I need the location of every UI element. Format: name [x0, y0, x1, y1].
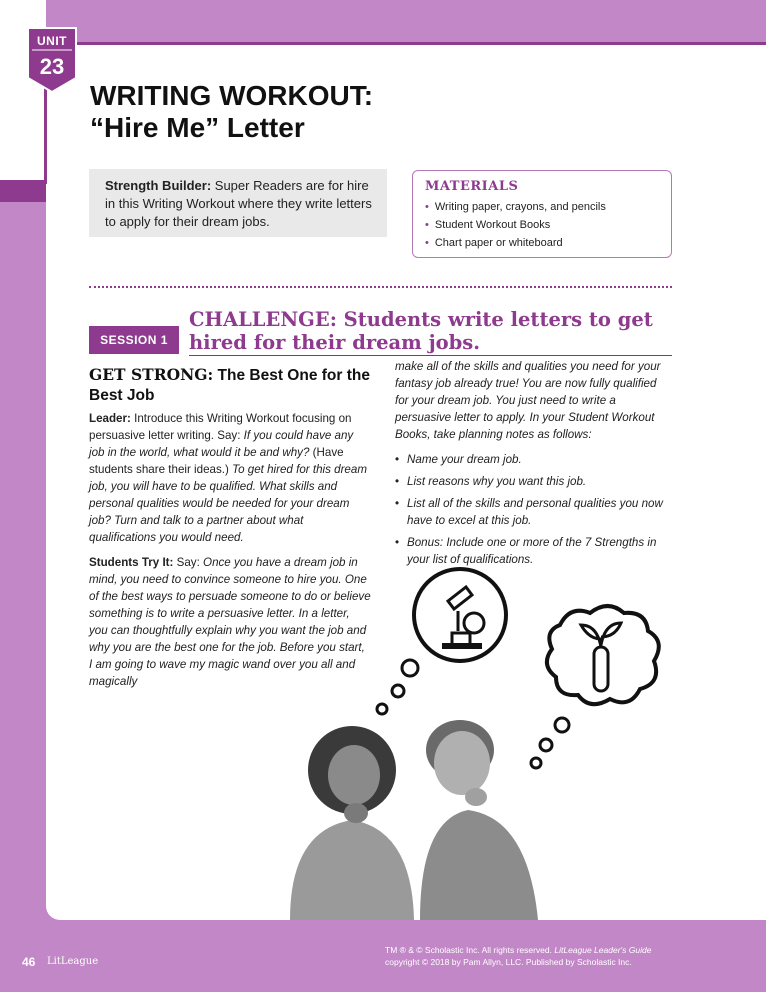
students-quote: Once you have a dream job in mind, you need to convince someone to hire you. One of the best ways to persuade someone to do or believe something is to write a persuasive letter. In a letter, you can thoughtfully explain why you want the job and why you are the best one for the job. Before you start, I am going to wave my magic wand over you all and magically	[89, 556, 371, 688]
title-line-1: WRITING WORKOUT:	[90, 80, 374, 111]
materials-item: • Student Workout Books	[425, 216, 659, 234]
thinking-kids-illustration	[270, 565, 670, 920]
microscope-icon	[414, 569, 506, 661]
title-line-2: “Hire Me” Letter	[90, 112, 305, 143]
materials-heading: MATERIALS	[425, 179, 519, 194]
thought-bubble-dot	[377, 704, 387, 714]
leader-label: Leader:	[89, 412, 131, 425]
thought-bubble-dot	[555, 718, 569, 732]
materials-box	[412, 170, 672, 258]
session-badge: SESSION 1	[89, 326, 179, 354]
students-label: Students Try It:	[89, 556, 174, 569]
students-text: Say:	[173, 556, 204, 569]
get-strong-prefix: GET STRONG:	[89, 365, 214, 384]
leader-paragraph	[89, 410, 371, 546]
strength-text: Super Readers are for hire in this Writing Workout where they write letters to apply for their dream jobs.	[105, 178, 372, 229]
materials-item: • Writing paper, crayons, and pencils	[425, 198, 659, 216]
footer-legal	[385, 944, 651, 968]
page-number: 46	[22, 955, 36, 969]
leader-quote: To get hired for this dream job, you will have to be qualified. What skills and personal qualities would be needed for your dream job? Turn and talk to a partner about what qualifications you would need.	[89, 463, 367, 544]
planning-notes-list	[395, 451, 673, 568]
thought-bubble-dot	[392, 685, 404, 697]
get-strong-heading	[89, 365, 371, 406]
footer-brand: LitLeague	[47, 956, 99, 967]
thought-bubble-dot	[540, 739, 552, 751]
unit-label: UNIT	[37, 34, 67, 48]
unit-number: 23	[39, 54, 65, 79]
materials-item: • Chart paper or whiteboard	[425, 234, 659, 252]
dotted-divider	[89, 286, 672, 288]
strength-label: Strength Builder:	[105, 178, 212, 193]
challenge-rule	[189, 355, 672, 356]
challenge-heading: CHALLENGE: Students write letters to get hired for their dream jobs.	[189, 308, 653, 354]
planning-note-item: • Bonus: Include one or more of the 7 Strengths in your list of qualifications.	[395, 534, 673, 568]
plant-test-tube-icon	[547, 606, 659, 704]
girl-photo	[290, 726, 414, 920]
planning-note-item: • List all of the skills and personal qualities you now have to excel at this job.	[395, 495, 673, 529]
materials-list	[425, 198, 659, 252]
left-purple-band	[0, 180, 46, 992]
legal-guide-title: LitLeague Leader's Guide	[554, 945, 652, 955]
continued-paragraph: make all of the skills and qualities you need for your fantasy job already true! You are now fully qualified for your dream job. You just need to write a persuasive letter to apply. In your Student Workout Books, take planning notes as follows:	[395, 360, 661, 441]
legal-line-2: copyright © 2018 by Pam Allyn, LLC. Published by Scholastic Inc.	[385, 957, 632, 967]
legal-line-1	[385, 944, 651, 956]
right-column	[395, 358, 673, 573]
leader-text: (Have students share their ideas.)	[89, 446, 344, 476]
get-strong-title: The Best One for the Best Job	[89, 367, 370, 404]
page-title	[90, 80, 373, 144]
top-rule	[46, 42, 766, 45]
legal-text: TM ® & © Scholastic Inc. All rights reserved.	[385, 945, 555, 955]
leader-quote: If you could have any job in the world, what would it be and why?	[89, 429, 354, 459]
thought-bubble-dot	[531, 758, 541, 768]
left-dark-tab	[0, 180, 46, 202]
planning-note-item: • Name your dream job.	[395, 451, 673, 468]
thought-bubble-dot	[402, 660, 418, 676]
boy-photo	[420, 720, 538, 920]
strength-builder-box	[89, 169, 387, 237]
leader-text: Introduce this Writing Workout focusing on persuasive letter writing. Say:	[89, 412, 352, 442]
planning-note-item: • List reasons why you want this job.	[395, 473, 673, 490]
